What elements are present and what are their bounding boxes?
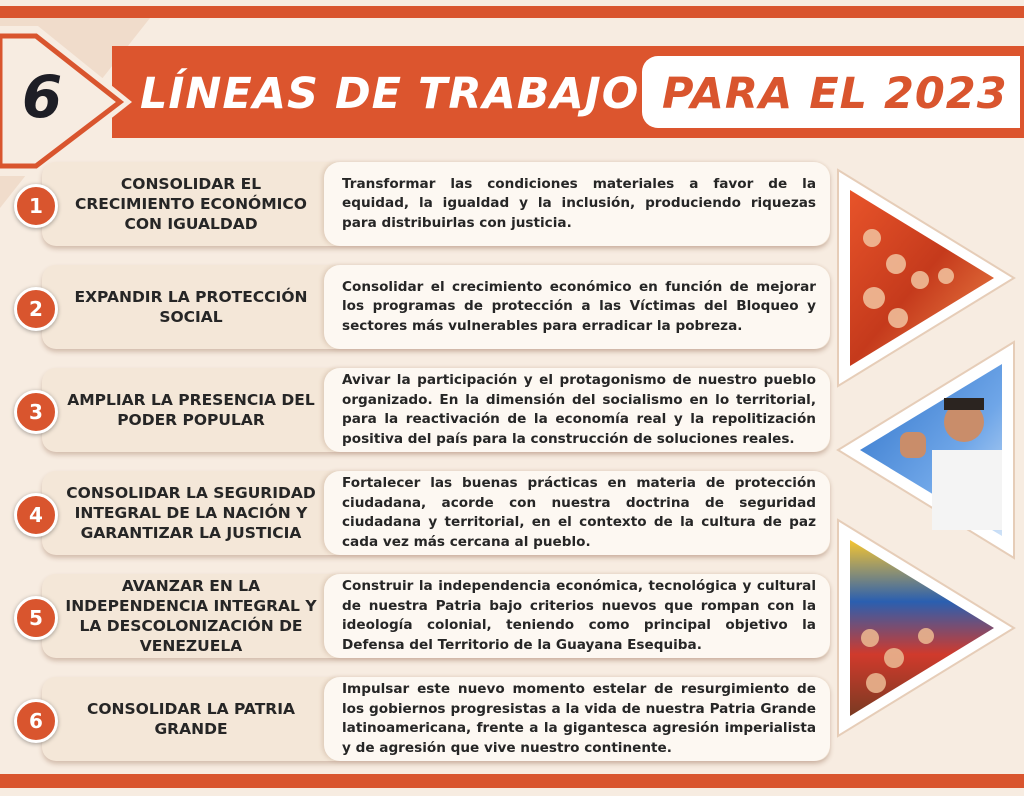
line-number-badge: 4 [14, 493, 58, 537]
work-line-3 [0, 368, 840, 452]
line-description: Fortalecer las buenas prácticas en materia de protección ciudadana, acorde con nuestra doctrina de seguridad ciudadana y territorial, en el contexto de la cultura de paz cada vez más cercana al pueblo. [342, 475, 816, 550]
line-title: AVANZAR EN LA INDEPENDENCIA INTEGRAL Y LA DESCOLONIZACIÓN DE VENEZUELA [65, 577, 317, 655]
work-line-4 [0, 471, 840, 555]
line-title: CONSOLIDAR LA SEGURIDAD INTEGRAL DE LA NACIÓN Y GARANTIZAR LA JUSTICIA [66, 484, 316, 542]
line-number-badge: 2 [14, 287, 58, 331]
top-stripe [0, 6, 1024, 18]
work-line-6 [0, 677, 840, 761]
header-number: 6 [21, 63, 63, 131]
line-title: EXPANDIR LA PROTECCIÓN SOCIAL [74, 288, 308, 326]
line-description: Avivar la participación y el protagonismo de nuestro pueblo organizado. En la dimensión del socialismo en lo territorial, para la reactivación de la economía real y la repolitización positiva del país para la construcción de soluciones reales. [342, 372, 816, 447]
page-title: LÍNEAS DE TRABAJO [140, 69, 640, 119]
flags-crowd-photo-triangle [836, 518, 1018, 740]
work-line-5 [0, 574, 840, 658]
line-description: Impulsar este nuevo momento estelar de resurgimiento de los gobiernos progresistas a la vida de nuestra Patria Grande latinoamericana, frente a la gigantesca agresión imperialista y de agresión que vive nuestro continente. [342, 681, 816, 756]
bottom-stripe [0, 774, 1024, 788]
line-number-badge: 6 [14, 699, 58, 743]
work-line-1 [0, 162, 840, 246]
year-label: PARA EL 2023 [662, 69, 1008, 119]
line-number-badge: 3 [14, 390, 58, 434]
line-title: CONSOLIDAR EL CRECIMIENTO ECONÓMICO CON IGUALDAD [75, 175, 307, 233]
line-title: AMPLIAR LA PRESENCIA DEL PODER POPULAR [67, 391, 315, 429]
line-number-badge: 1 [14, 184, 58, 228]
line-number-badge: 5 [14, 596, 58, 640]
line-title: CONSOLIDAR LA PATRIA GRANDE [87, 700, 295, 738]
line-description: Transformar las condiciones materiales a favor de la equidad, la igualdad y la inclusión, produciendo riquezas para distribuirlas con justicia. [342, 175, 816, 231]
line-description: Consolidar el crecimiento económico en función de mejorar los programas de protección a las Víctimas del Bloqueo y sectores más vulnerables para erradicar la pobreza. [342, 278, 816, 334]
line-description: Construir la independencia económica, tecnológica y cultural de nuestra Patria bajo criterios nuevos que rompan con la ideología colonial, teniendo como principal objetivo la Defensa del Territorio de la Guayana Esequiba. [342, 578, 816, 653]
work-line-2 [0, 265, 840, 349]
